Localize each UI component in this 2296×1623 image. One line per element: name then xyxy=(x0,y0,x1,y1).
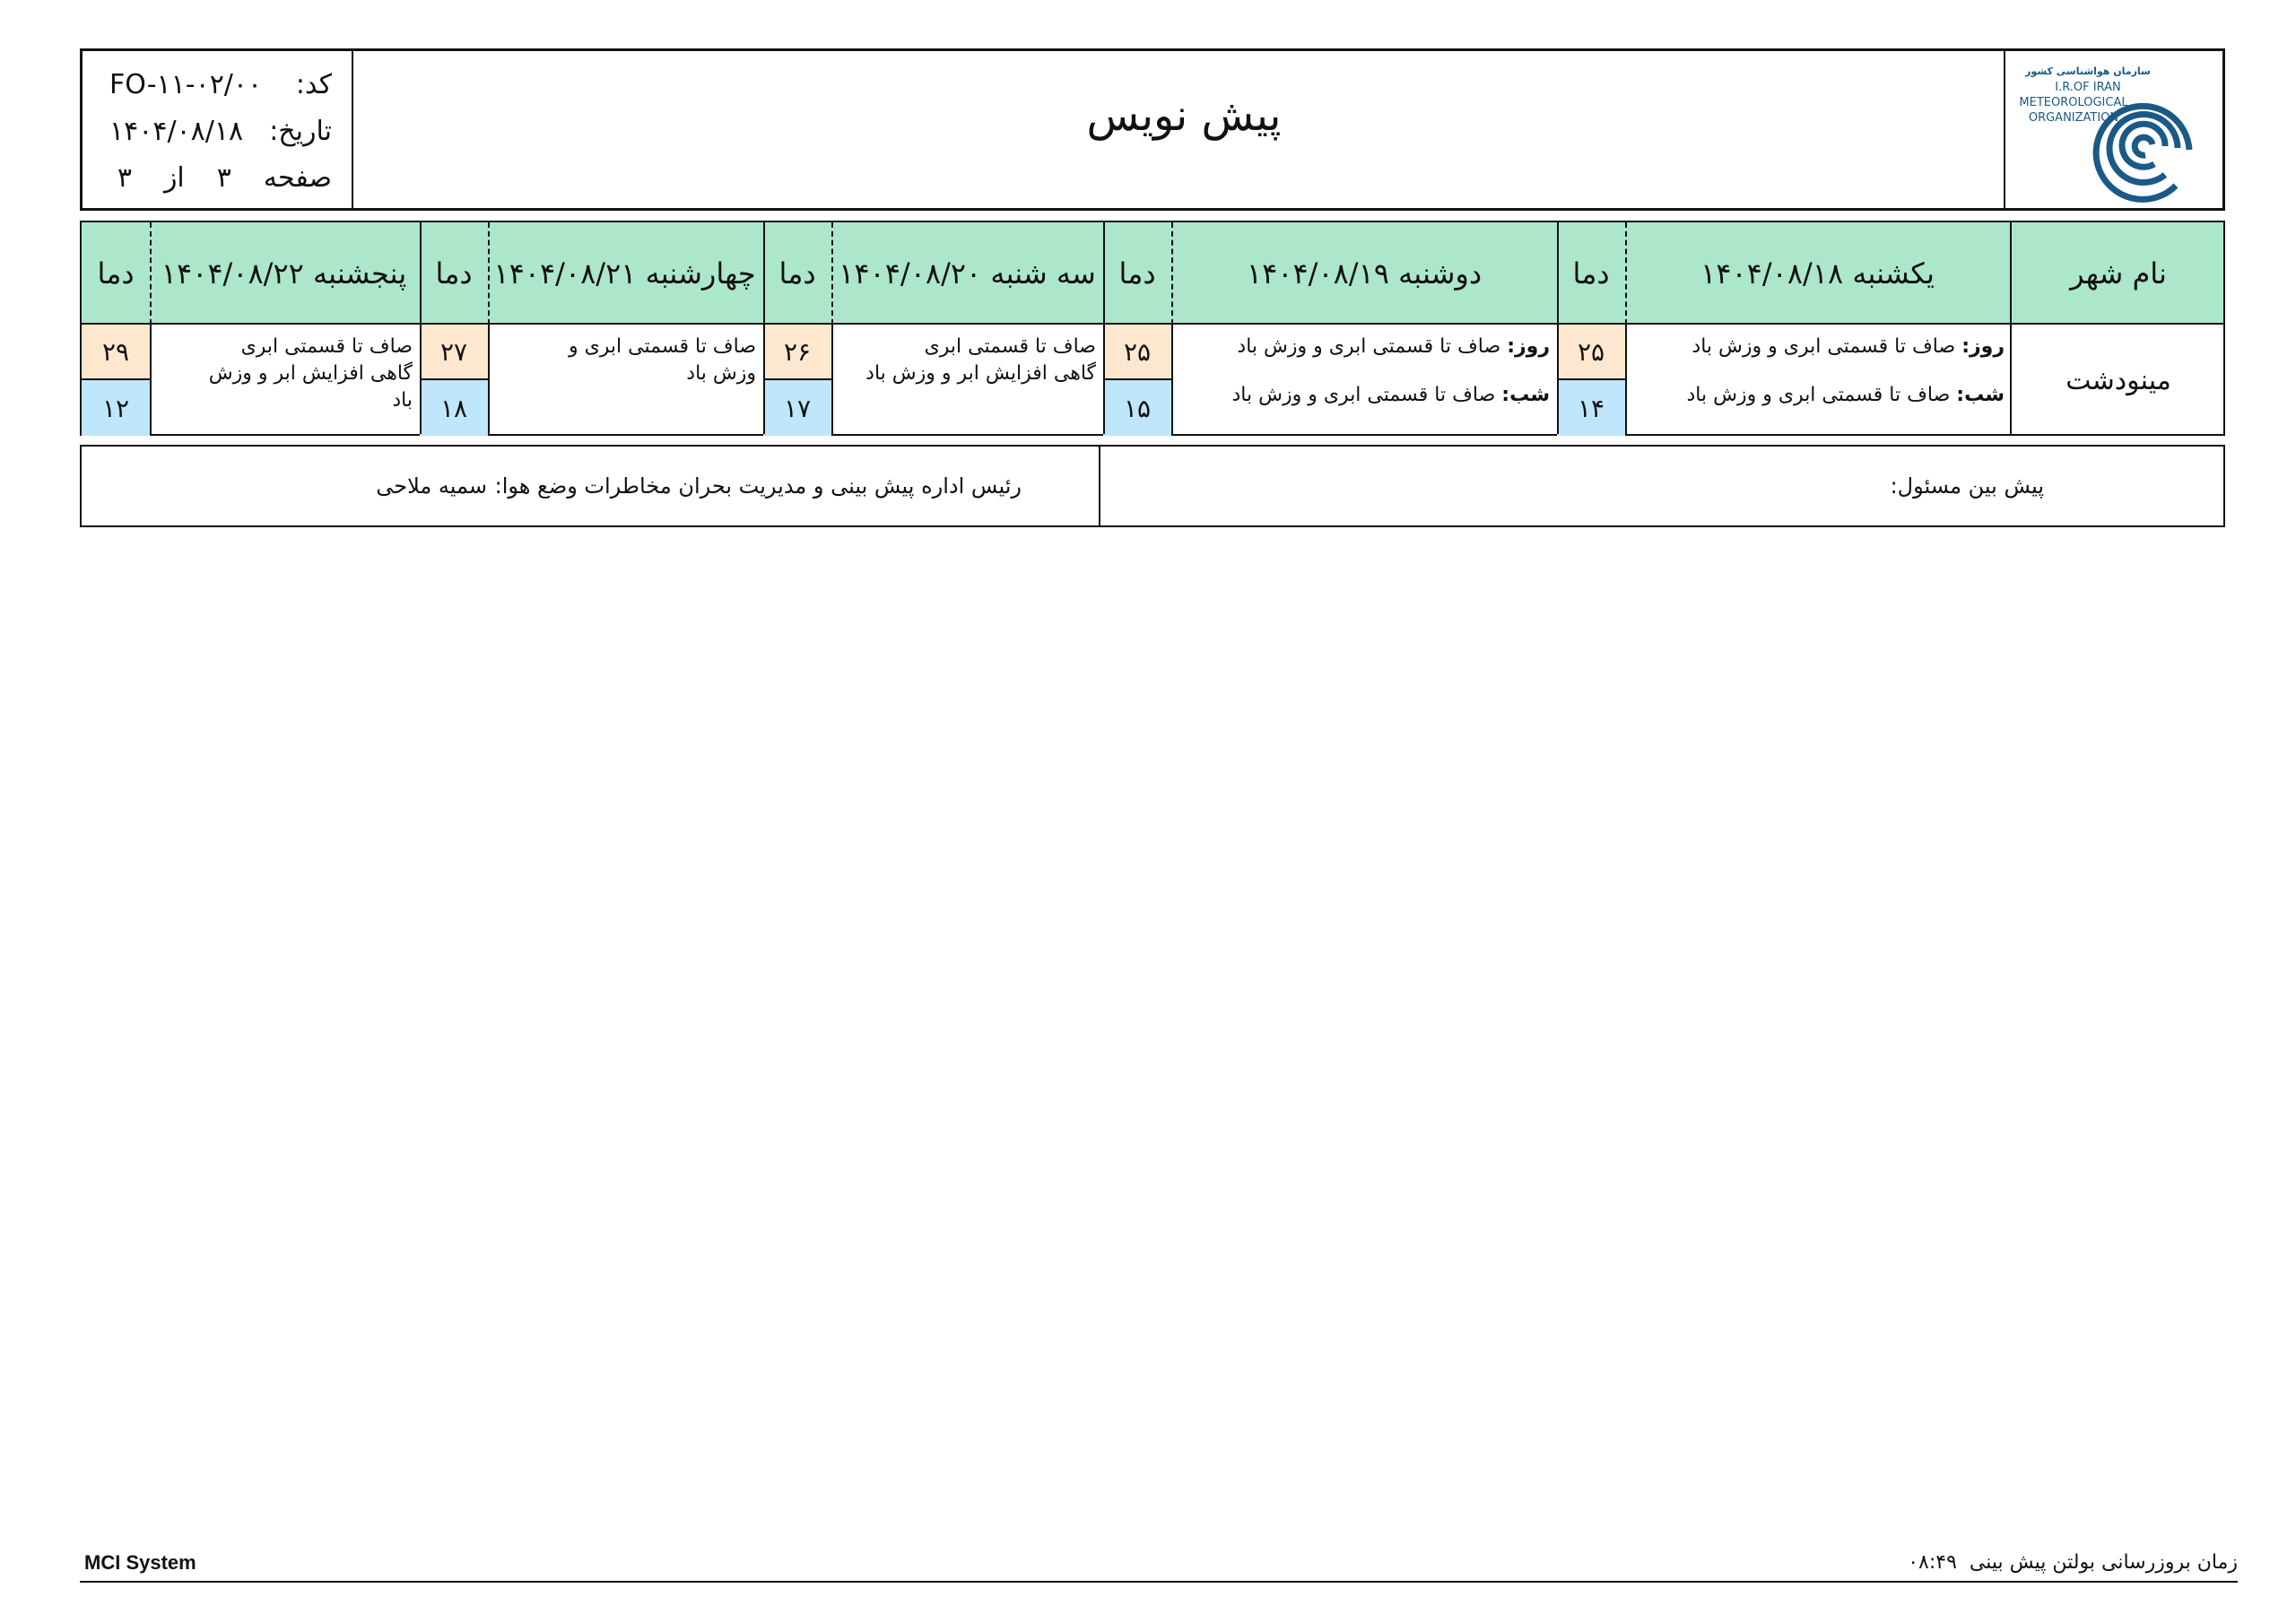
day5-min-temp: ۱۲ xyxy=(82,380,150,436)
day2-day-text: صاف تا قسمتی ابری و وزش باد xyxy=(1237,335,1501,358)
date-label: تاریخ: xyxy=(269,115,332,147)
day2-description xyxy=(1171,325,1557,436)
page-title-text: پیش نویس xyxy=(1086,91,1282,141)
day2-temp-header: دما xyxy=(1118,256,1156,291)
day4-text-line2: وزش باد xyxy=(686,362,756,385)
code-value: FO-۱۱-۰۲/۰۰ xyxy=(109,68,263,100)
day5-text-line3: باد xyxy=(392,389,413,412)
day1-temp-header: دما xyxy=(1572,256,1610,291)
day1-max-temp: ۲۵ xyxy=(1557,325,1625,380)
day4-min-temp: ۱۸ xyxy=(420,380,488,436)
day1-description xyxy=(1625,325,2012,436)
day1-day-forecast xyxy=(1632,334,2005,360)
day4-header: چهارشنبه ۱۴۰۴/۰۸/۲۱ xyxy=(493,256,756,291)
day-label: روز: xyxy=(1961,335,2005,358)
page-total: ۳ xyxy=(117,161,132,194)
day5-header: پنجشنبه ۱۴۰۴/۰۸/۲۲ xyxy=(161,256,407,291)
day1-night-text: صاف تا قسمتی ابری و وزش باد xyxy=(1686,384,1951,406)
page-title xyxy=(353,51,2014,208)
day4-max-temp: ۲۷ xyxy=(420,325,488,380)
day3-text-line1: صاف تا قسمتی ابری xyxy=(924,335,1096,358)
logo-en-line2: METEOROLOGICAL xyxy=(2019,96,2128,109)
column-divider xyxy=(1103,222,1105,434)
day3-temp-header: دما xyxy=(778,256,816,291)
day4-text-line1: صاف تا قسمتی ابری و xyxy=(568,335,756,358)
day1-day-text: صاف تا قسمتی ابری و وزش باد xyxy=(1692,335,1956,358)
day3-max-temp: ۲۶ xyxy=(763,325,831,380)
day3-text-line2: گاهی افزایش ابر و وزش باد xyxy=(865,362,1096,385)
day1-header: یکشنبه ۱۴۰۴/۰۸/۱۸ xyxy=(1700,256,1935,291)
day3-min-temp: ۱۷ xyxy=(763,380,831,436)
code-label: کد: xyxy=(295,68,332,100)
update-time: ۰۸:۴۹ xyxy=(1908,1551,1957,1574)
day2-min-temp: ۱۵ xyxy=(1103,380,1171,436)
temp-cell-divider xyxy=(150,325,152,436)
city-name: مینودشت xyxy=(2066,364,2171,396)
organization-logo xyxy=(2004,51,2222,208)
head-of-department-label: رئیس اداره پیش بینی و مدیریت بحران مخاطرات وضع هوا: xyxy=(494,473,1022,499)
temp-cell-divider xyxy=(488,325,490,436)
day5-max-temp: ۲۹ xyxy=(82,325,150,380)
day2-header: دوشنبه ۱۴۰۴/۰۸/۱۹ xyxy=(1246,256,1483,291)
header-dash-divider xyxy=(150,222,152,325)
document-meta xyxy=(83,51,353,208)
day4-temp-header: دما xyxy=(435,256,473,291)
update-label: زمان بروزرسانی بولتن پیش بینی xyxy=(1969,1551,2238,1574)
meta-date-row xyxy=(109,108,332,153)
signature-box xyxy=(80,445,2225,527)
day1-min-temp: ۱۴ xyxy=(1557,380,1625,436)
day3-header: سه شنبه ۱۴۰۴/۰۸/۲۰ xyxy=(839,256,1096,291)
header-dash-divider xyxy=(1171,222,1173,325)
temp-cell-divider xyxy=(1171,325,1173,436)
table-header-row xyxy=(82,222,2223,325)
column-divider xyxy=(1557,222,1559,434)
column-divider xyxy=(2010,222,2012,434)
day4-description xyxy=(488,325,763,436)
day2-max-temp: ۲۵ xyxy=(1103,325,1171,380)
date-value: ۱۴۰۴/۰۸/۱۸ xyxy=(109,115,244,147)
day2-day-forecast xyxy=(1178,334,1550,360)
header-dash-divider xyxy=(1625,222,1627,325)
logo-fa-text: سازمان هواشناسی کشور xyxy=(2025,65,2151,77)
page-of: از xyxy=(163,161,185,194)
column-divider xyxy=(763,222,765,434)
night-label: شب: xyxy=(1956,384,2005,406)
logo-en-line1: I.R.OF IRAN xyxy=(2055,81,2121,94)
column-divider xyxy=(420,222,422,434)
document-header xyxy=(80,48,2225,211)
footer-divider xyxy=(80,1581,2238,1583)
meta-code-row xyxy=(109,62,332,107)
temp-cell-divider xyxy=(1625,325,1627,436)
day5-temp-header: دما xyxy=(97,256,135,291)
night-label: شب: xyxy=(1501,384,1550,406)
day3-description xyxy=(831,325,1103,436)
footer-update-time xyxy=(1908,1551,2238,1574)
footer-system: MCI System xyxy=(84,1551,196,1574)
day5-description xyxy=(150,325,420,436)
meta-page-row xyxy=(109,155,332,200)
page-label: صفحه xyxy=(263,161,332,194)
day2-night-forecast xyxy=(1178,382,1550,409)
day-label: روز: xyxy=(1507,335,1550,358)
logo-en-line3: ORGANIZATION xyxy=(2028,111,2119,125)
forecast-table xyxy=(80,221,2225,436)
day5-text-line2: گاهی افزایش ابر و وزش xyxy=(208,362,413,385)
temp-cell-divider xyxy=(831,325,833,436)
day1-night-forecast xyxy=(1632,382,2005,409)
forecaster-label: پیش بین مسئول: xyxy=(1890,473,2044,499)
meteorological-organization-logo-icon xyxy=(2005,51,2224,211)
signature-head-section xyxy=(82,447,1100,525)
header-dash-divider xyxy=(831,222,833,325)
page-current: ۳ xyxy=(216,161,231,194)
city-column-header: نام شهر xyxy=(2070,256,2167,291)
table-row xyxy=(82,325,2223,436)
day5-text-line1: صاف تا قسمتی ابری xyxy=(240,335,413,358)
header-dash-divider xyxy=(488,222,490,325)
day2-night-text: صاف تا قسمتی ابری و وزش باد xyxy=(1231,384,1496,406)
head-of-department-name: سمیه ملاحی xyxy=(376,473,487,499)
